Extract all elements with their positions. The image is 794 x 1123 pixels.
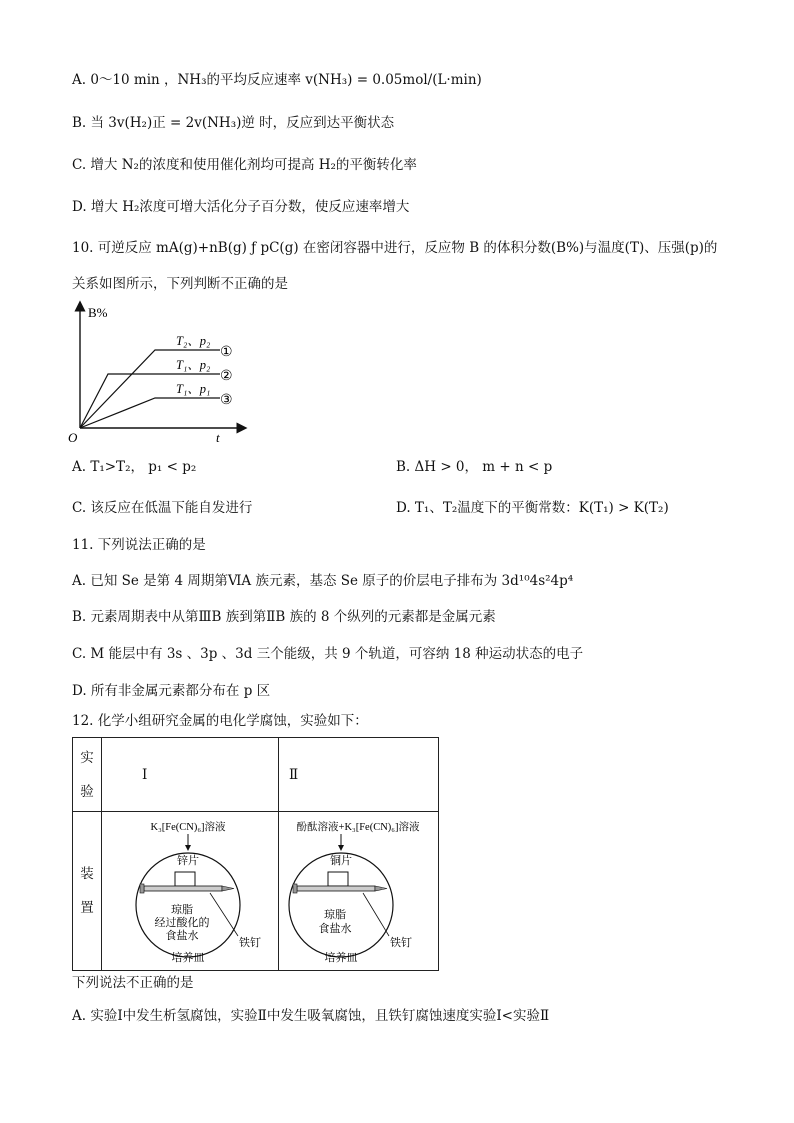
q12-after: 下列说法不正确的是 <box>72 975 194 991</box>
curve-2-tag: ② <box>220 369 233 384</box>
q9-option-d: D. 增大 H₂浓度可增大活化分子百分数，使反应速率增大 <box>72 199 410 215</box>
metal-1: 锌片 <box>177 855 199 867</box>
q10-option-c: C. 该反应在低温下能自发进行 <box>72 500 253 516</box>
nail-1 <box>144 886 222 891</box>
q10-graph <box>60 300 260 445</box>
medium-1b: 经过酸化的 <box>154 917 210 929</box>
origin-label: O <box>68 430 78 445</box>
curve-1-tag: ① <box>220 345 233 360</box>
apparatus-1-figure <box>102 812 274 966</box>
apparatus-2 <box>279 812 439 971</box>
medium-1a: 琼脂 <box>171 904 193 916</box>
reagent-1: K₃[Fe(CN)₆]溶液 <box>150 822 226 833</box>
q11-stem: 11. 下列说法正确的是 <box>72 537 206 553</box>
apparatus-2-figure <box>279 812 437 966</box>
q10-option-b: B. ΔH > 0， m + n < p <box>396 459 553 475</box>
petri-dish-2 <box>289 853 393 957</box>
curve-1-label: T₂、p₂ <box>176 334 211 348</box>
col-1-header: Ⅰ <box>102 738 279 812</box>
curve-3 <box>80 398 220 428</box>
medium-2a: 琼脂 <box>324 909 346 921</box>
experiment-table <box>72 737 439 971</box>
q10-option-a: A. T₁>T₂， p₁ < p₂ <box>72 459 197 475</box>
curve-3-label: T₁、p₁ <box>176 382 211 396</box>
q10-option-d: D. T₁、T₂温度下的平衡常数：K(T₁) > K(T₂) <box>396 500 669 516</box>
nail-2 <box>297 886 375 891</box>
medium-1c: 食盐水 <box>165 930 199 942</box>
reagent-2: 酚酞溶液+K₃[Fe(CN)₆]溶液 <box>296 822 420 833</box>
copper-plate <box>328 872 348 886</box>
q9-option-a: A. 0～10 min ，NH₃的平均反应速率 v(NH₃) = 0.05mol/(L·min) <box>72 72 482 88</box>
q11-option-b: B. 元素周期表中从第ⅢB 族到第ⅡB 族的 8 个纵列的元素都是金属元素 <box>72 609 496 625</box>
q11-option-c: C. M 能层中有 3s 、3p 、3d 三个能级，共 9 个轨道，可容纳 18 种运动状态的电子 <box>72 646 584 662</box>
x-axis-label: t <box>216 430 220 445</box>
q12-stem: 12. 化学小组研究金属的电化学腐蚀，实验如下： <box>72 713 368 729</box>
dish-label-1: 培养皿 <box>171 952 205 964</box>
col-2-header: Ⅱ <box>279 738 439 812</box>
curve-3-tag: ③ <box>220 393 233 408</box>
apparatus-1 <box>102 812 279 971</box>
medium-2b: 食盐水 <box>318 923 352 935</box>
q11-option-d: D. 所有非金属元素都分布在 p 区 <box>72 683 271 699</box>
q9-option-c: C. 增大 N₂的浓度和使用催化剂均可提高 H₂的平衡转化率 <box>72 157 417 173</box>
nail-label-2: 铁钉 <box>390 937 412 949</box>
q12-option-a: A. 实验Ⅰ中发生析氢腐蚀，实验Ⅱ中发生吸氧腐蚀，且铁钉腐蚀速度实验Ⅰ<实验Ⅱ <box>72 1008 550 1024</box>
header-experiment: 实 验 <box>73 738 102 812</box>
y-axis-label: B% <box>88 305 108 320</box>
zinc-plate <box>175 872 195 886</box>
q11-option-a: A. 已知 Se 是第 4 周期第ⅥA 族元素，基态 Se 原子的价层电子排布为 3d¹⁰4s²4p⁴ <box>72 573 574 589</box>
q9-option-b: B. 当 3v(H₂)正 = 2v(NH₃)逆 时，反应到达平衡状态 <box>72 115 395 131</box>
q10-stem: 10. 可逆反应 mA(g)+nB(g) ƒ pC(g) 在密闭容器中进行，反应物 B 的体积分数(B%)与温度(T)、压强(p)的关系如图所示，下列判断不正确的是 <box>72 240 718 292</box>
header-apparatus: 装 置 <box>73 812 102 971</box>
curve-2-label: T₁、p₂ <box>176 358 211 372</box>
metal-2: 铜片 <box>330 855 352 867</box>
dish-label-2: 培养皿 <box>324 952 358 964</box>
nail-label-1: 铁钉 <box>239 937 261 949</box>
